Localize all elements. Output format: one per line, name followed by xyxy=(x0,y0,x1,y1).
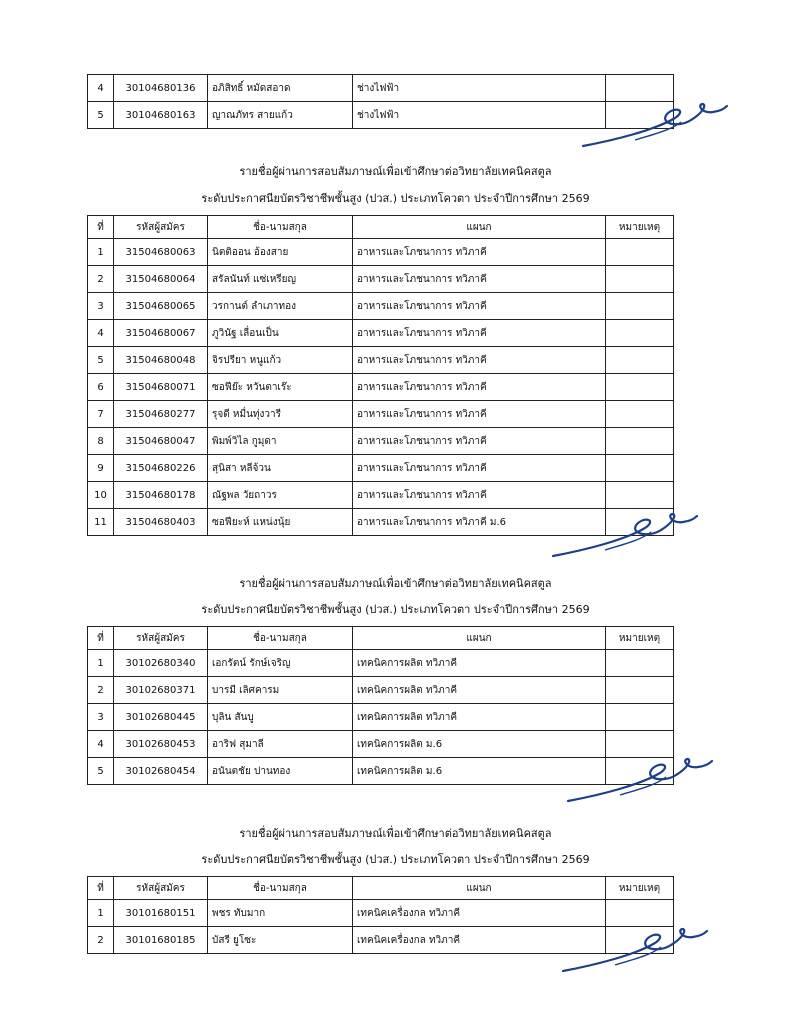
cell-department: อาหารและโภชนาการ ทวิภาคี xyxy=(353,482,606,509)
signature-icon xyxy=(555,925,715,975)
cell-no: 3 xyxy=(88,293,114,320)
cell-full-name: วรกานต์ ลำเภาทอง xyxy=(208,293,353,320)
cell-remark xyxy=(606,320,674,347)
heading-line2: ระดับประกาศนียบัตรวิชาชีพชั้นสูง (ปวส.) ประเภทโควตา ประจำปีการศึกษา 2569 xyxy=(201,603,590,616)
table-header-row xyxy=(88,216,674,239)
cell-no: 5 xyxy=(88,347,114,374)
cell-full-name: ณัฐพล วัยถาวร xyxy=(208,482,353,509)
cell-department: อาหารและโภชนาการ ทวิภาคี xyxy=(353,347,606,374)
cell-no: 2 xyxy=(88,927,114,954)
cell-full-name: อภิสิทธิ์ หมัดสอาด xyxy=(208,75,353,102)
cell-no: 3 xyxy=(88,704,114,731)
cell-applicant-id: 31504680277 xyxy=(114,401,208,428)
cell-no: 7 xyxy=(88,401,114,428)
table-row xyxy=(88,401,674,428)
cell-department: อาหารและโภชนาการ ทวิภาคี xyxy=(353,455,606,482)
cell-department: อาหารและโภชนาการ ทวิภาคี xyxy=(353,401,606,428)
cell-applicant-id: 31504680403 xyxy=(114,509,208,536)
cell-no: 4 xyxy=(88,731,114,758)
cell-no: 5 xyxy=(88,102,114,129)
table-header-row xyxy=(88,877,674,900)
cell-full-name: บารมี เลิศคารม xyxy=(208,677,353,704)
cell-no: 5 xyxy=(88,758,114,785)
cell-no: 4 xyxy=(88,320,114,347)
cell-full-name: จิรปรียา หนูแก้ว xyxy=(208,347,353,374)
cell-applicant-id: 30102680445 xyxy=(114,704,208,731)
cell-no: 9 xyxy=(88,455,114,482)
header-no: ที่ xyxy=(88,216,114,239)
cell-full-name: รุจดี หมื่นทุ่งวารี xyxy=(208,401,353,428)
header-no: ที่ xyxy=(88,627,114,650)
cell-department: เทคนิคการผลิต ทวิภาคี xyxy=(353,677,606,704)
header-dept: แผนก xyxy=(353,216,606,239)
heading-line1: รายชื่อผู้ผ่านการสอบสัมภาษณ์เพื่อเข้าศึกษาต่อวิทยาลัยเทคนิคสตูล xyxy=(239,577,552,590)
cell-applicant-id: 30102680453 xyxy=(114,731,208,758)
cell-applicant-id: 31504680178 xyxy=(114,482,208,509)
cell-department: อาหารและโภชนาการ ทวิภาคี xyxy=(353,239,606,266)
cell-no: 11 xyxy=(88,509,114,536)
signature-icon xyxy=(575,100,735,150)
table-row xyxy=(88,239,674,266)
table-body xyxy=(88,239,674,536)
table-row xyxy=(88,374,674,401)
cell-remark xyxy=(606,75,674,102)
cell-full-name: ภูวินัฐ เลื่อนเป็น xyxy=(208,320,353,347)
cell-remark xyxy=(606,731,674,758)
cell-full-name: อนันตชัย ปานทอง xyxy=(208,758,353,785)
header-id: รหัสผู้สมัคร xyxy=(114,216,208,239)
table-row xyxy=(88,704,674,731)
table-row xyxy=(88,455,674,482)
cell-department: เทคนิคเครื่องกล ทวิภาคี xyxy=(353,927,606,954)
cell-remark xyxy=(606,266,674,293)
cell-applicant-id: 30104680163 xyxy=(114,102,208,129)
cell-remark xyxy=(606,401,674,428)
table-row xyxy=(88,320,674,347)
cell-remark xyxy=(606,293,674,320)
signature-icon xyxy=(560,755,720,805)
table-row xyxy=(88,731,674,758)
cell-full-name: บัสรี ยูโซะ xyxy=(208,927,353,954)
cell-remark xyxy=(606,482,674,509)
cell-full-name: ซอฟีย๊ะ หวันตาเร๊ะ xyxy=(208,374,353,401)
cell-full-name: ซอฟียะห์ แหน่งนุ้ย xyxy=(208,509,353,536)
cell-applicant-id: 31504680048 xyxy=(114,347,208,374)
table-row xyxy=(88,677,674,704)
cell-full-name: พิมพ์วิไล กูมุดา xyxy=(208,428,353,455)
cell-department: อาหารและโภชนาการ ทวิภาคี xyxy=(353,374,606,401)
cell-no: 2 xyxy=(88,266,114,293)
cell-full-name: บุลิน สันบู xyxy=(208,704,353,731)
table-row xyxy=(88,293,674,320)
cell-applicant-id: 31504680071 xyxy=(114,374,208,401)
heading-line1: รายชื่อผู้ผ่านการสอบสัมภาษณ์เพื่อเข้าศึกษาต่อวิทยาลัยเทคนิคสตูล xyxy=(239,827,552,840)
cell-remark xyxy=(606,677,674,704)
cell-full-name: พชร ทับมาก xyxy=(208,900,353,927)
cell-full-name: นิตติออน อ้องสาย xyxy=(208,239,353,266)
cell-applicant-id: 30102680371 xyxy=(114,677,208,704)
cell-department: เทคนิคเครื่องกล ทวิภาคี xyxy=(353,900,606,927)
cell-remark xyxy=(606,704,674,731)
header-remark: หมายเหตุ xyxy=(606,216,674,239)
table-row xyxy=(88,75,674,102)
cell-no: 4 xyxy=(88,75,114,102)
cell-department: ช่างไฟฟ้า xyxy=(353,102,606,129)
cell-department: อาหารและโภชนาการ ทวิภาคี xyxy=(353,293,606,320)
cell-department: อาหารและโภชนาการ ทวิภาคี ม.6 xyxy=(353,509,606,536)
cell-remark xyxy=(606,347,674,374)
cell-no: 8 xyxy=(88,428,114,455)
cell-department: อาหารและโภชนาการ ทวิภาคี xyxy=(353,428,606,455)
cell-applicant-id: 30101680185 xyxy=(114,927,208,954)
table-row xyxy=(88,650,674,677)
header-name: ชื่อ-นามสกุล xyxy=(208,627,353,650)
cell-remark xyxy=(606,650,674,677)
header-id: รหัสผู้สมัคร xyxy=(114,627,208,650)
header-remark: หมายเหตุ xyxy=(606,877,674,900)
table-header-row xyxy=(88,627,674,650)
cell-full-name: เอกรัตน์ รักษ์เจริญ xyxy=(208,650,353,677)
cell-applicant-id: 31504680067 xyxy=(114,320,208,347)
cell-applicant-id: 30104680136 xyxy=(114,75,208,102)
cell-department: เทคนิคการผลิต ม.6 xyxy=(353,758,606,785)
cell-applicant-id: 31504680047 xyxy=(114,428,208,455)
cell-no: 1 xyxy=(88,239,114,266)
cell-department: ช่างไฟฟ้า xyxy=(353,75,606,102)
header-dept: แผนก xyxy=(353,877,606,900)
header-name: ชื่อ-นามสกุล xyxy=(208,877,353,900)
cell-remark xyxy=(606,428,674,455)
header-name: ชื่อ-นามสกุล xyxy=(208,216,353,239)
cell-applicant-id: 31504680065 xyxy=(114,293,208,320)
cell-remark xyxy=(606,900,674,927)
heading-line2: ระดับประกาศนียบัตรวิชาชีพชั้นสูง (ปวส.) ประเภทโควตา ประจำปีการศึกษา 2569 xyxy=(201,192,590,205)
cell-remark xyxy=(606,239,674,266)
header-no: ที่ xyxy=(88,877,114,900)
cell-remark xyxy=(606,374,674,401)
heading-line1: รายชื่อผู้ผ่านการสอบสัมภาษณ์เพื่อเข้าศึกษาต่อวิทยาลัยเทคนิคสตูล xyxy=(239,165,552,178)
cell-no: 6 xyxy=(88,374,114,401)
cell-applicant-id: 30101680151 xyxy=(114,900,208,927)
cell-department: เทคนิคการผลิต ทวิภาคี xyxy=(353,650,606,677)
cell-applicant-id: 30102680340 xyxy=(114,650,208,677)
header-dept: แผนก xyxy=(353,627,606,650)
food-nutrition-table xyxy=(87,215,674,536)
cell-no: 2 xyxy=(88,677,114,704)
table-row xyxy=(88,266,674,293)
cell-no: 1 xyxy=(88,900,114,927)
header-id: รหัสผู้สมัคร xyxy=(114,877,208,900)
cell-applicant-id: 31504680063 xyxy=(114,239,208,266)
cell-applicant-id: 31504680064 xyxy=(114,266,208,293)
cell-applicant-id: 31504680226 xyxy=(114,455,208,482)
table-row xyxy=(88,347,674,374)
cell-full-name: สรัลนันท์ แซ่เหรียญ xyxy=(208,266,353,293)
signature-icon xyxy=(545,510,705,560)
cell-full-name: อาริฟ สุมาลี xyxy=(208,731,353,758)
header-remark: หมายเหตุ xyxy=(606,627,674,650)
table-row xyxy=(88,900,674,927)
cell-full-name: สุนิสา หลีจ้วน xyxy=(208,455,353,482)
table-row xyxy=(88,482,674,509)
cell-applicant-id: 30102680454 xyxy=(114,758,208,785)
cell-no: 1 xyxy=(88,650,114,677)
cell-department: อาหารและโภชนาการ ทวิภาคี xyxy=(353,266,606,293)
cell-remark xyxy=(606,455,674,482)
cell-full-name: ญาณภัทร สายแก้ว xyxy=(208,102,353,129)
table-row xyxy=(88,428,674,455)
cell-department: อาหารและโภชนาการ ทวิภาคี xyxy=(353,320,606,347)
cell-department: เทคนิคการผลิต ม.6 xyxy=(353,731,606,758)
cell-no: 10 xyxy=(88,482,114,509)
heading-line2: ระดับประกาศนียบัตรวิชาชีพชั้นสูง (ปวส.) ประเภทโควตา ประจำปีการศึกษา 2569 xyxy=(201,853,590,866)
cell-department: เทคนิคการผลิต ทวิภาคี xyxy=(353,704,606,731)
